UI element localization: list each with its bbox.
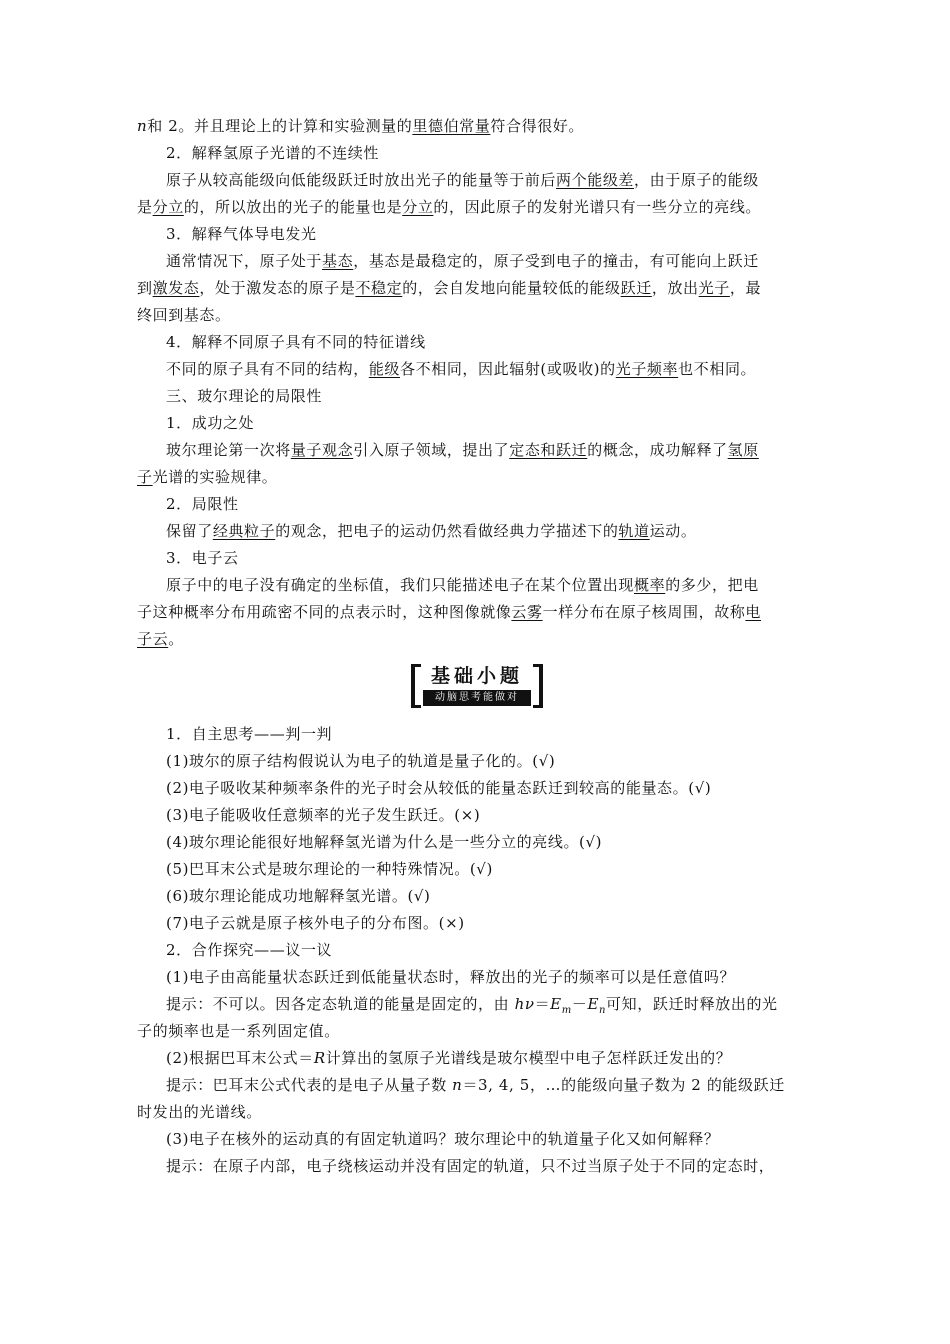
paragraph-line [137,116,817,143]
underlined-answer: 云雾 [511,603,543,621]
formula-sub-m: m [561,1005,572,1016]
subheading: 4．解释不同原子具有不同的特征谱线 [166,333,426,351]
text: (2)根据巴耳末公式＝ [166,1049,314,1067]
badge-title: 基础小题 [430,665,523,687]
paragraph-line [137,521,817,548]
formula-sub-n: n [599,1005,607,1016]
text: 原子从较高能级向低能级跃迁时放出光子的能量等于前后 [166,171,557,189]
paragraph-line [137,440,817,467]
text: 的概念，成功解释了 [587,441,728,459]
paragraph-line: 终回到基态。 [137,306,231,324]
discussion-question: (3)电子在核外的运动真的有固定轨道吗？玻尔理论中的轨道量子化又如何解释？ [166,1130,720,1148]
text: ，处于激发态的原子是 [199,279,356,297]
subheading: 3．解释气体导电发光 [166,225,317,243]
judgment-item: (7)电子云就是原子核外电子的分布图。(×) [166,914,465,932]
formula-h: h [514,995,525,1013]
paragraph-line [137,170,817,197]
underlined-answer: 能级 [368,360,401,378]
text: 子这种概率分布用疏密不同的点表示时，这种图像就像 [137,603,512,621]
text: ，放出 [651,279,699,297]
underlined-answer: 概率 [634,576,666,594]
underlined-answer: 光子频率 [615,360,679,378]
underlined-answer: 两个能级差 [556,171,635,189]
variable-n: n [137,117,148,135]
text: ，最 [729,279,762,297]
formula-e: E [550,995,562,1013]
text: 光谱的实验规律。 [152,468,278,486]
text: ＝3, 4, 5，…的能级向量子数为 2 的能级跃迁 [462,1076,785,1094]
paragraph-line [137,467,817,494]
paragraph-line [137,359,817,386]
underlined-answer: 量子观念 [290,441,354,459]
formula-minus: － [571,995,588,1013]
hint-line: 子的频率也是一系列固定值。 [137,1022,340,1040]
underlined-answer: 子云 [137,630,169,648]
text: ，基态是最稳定的，原子受到电子的撞击，有可能向上跃迁 [353,252,759,270]
underlined-answer: 轨道 [618,522,650,540]
hint-line: 时发出的光谱线。 [137,1103,262,1121]
text: ，由于原子的能级 [634,171,759,189]
paragraph-line [137,602,817,629]
text: 的，所以放出的光子的能量也是 [183,198,403,216]
underlined-answer: 不稳定 [355,279,403,297]
underlined-answer: 氢原 [727,441,759,459]
judgment-item: (4)玻尔理论能很好地解释氢光谱为什么是一些分立的亮线。(√) [166,833,603,851]
text: 计算出的氢原子光谱线是玻尔模型中电子怎样跃迁发出的？ [325,1049,732,1067]
badge-subtitle: 动脑思考能做对 [423,690,531,706]
document-page [137,116,817,1183]
formula-e: E [587,995,599,1013]
text: 一样分布在原子核周围，故称 [542,603,746,621]
hint-line [137,1075,817,1102]
subheading: 3．电子云 [166,549,239,567]
section-badge [411,664,543,708]
judgment-item: (6)玻尔理论能成功地解释氢光谱。(√) [166,887,431,905]
underlined-answer: 分立 [402,198,434,216]
judgment-item: (1)玻尔的原子结构假说认为电子的轨道是量子化的。(√) [166,752,556,770]
hint-line [137,994,817,1021]
text: 到 [137,279,153,297]
underlined-answer: 里德伯常量 [412,117,491,135]
text: 各不相同，因此辐射(或吸收)的 [400,360,616,378]
subheading: 2．解释氢原子光谱的不连续性 [166,144,379,162]
text: 的，会自发地向能量较低的能级 [402,279,621,297]
judgment-item: (5)巴耳末公式是玻尔理论的一种特殊情况。(√) [166,860,493,878]
question-heading: 2．合作探究——议一议 [166,941,333,959]
variable-n: n [452,1076,463,1094]
paragraph-line [137,278,817,305]
text: 的观念，把电子的运动仍然看做经典力学描述下的 [275,522,619,540]
formula-nu: ν [524,995,535,1013]
underlined-answer: 分立 [152,198,184,216]
subheading: 1．成功之处 [166,414,255,432]
underlined-answer: 光子 [698,279,730,297]
formula-r: R [313,1049,326,1067]
judgment-item: (2)电子吸收某种频率条件的光子时会从较低的能量态跃迁到较高的能量态。(√) [166,779,712,797]
text: 的多少，把电 [665,576,759,594]
question-heading: 1．自主思考——判一判 [166,725,333,743]
text: 通常情况下，原子处于 [166,252,323,270]
underlined-answer: 激发态 [152,279,200,297]
hint-line: 提示：在原子内部，电子绕核运动并没有固定的轨道，只不过当原子处于不同的定态时， [166,1157,775,1175]
paragraph-line [137,251,817,278]
text: 玻尔理论第一次将 [166,441,291,459]
section-badge-wrap [137,660,817,712]
text: 和 2。并且理论上的计算和实验测量的 [147,117,413,135]
text: 提示：不可以。因各定态轨道的能量是固定的，由 [166,995,515,1013]
text: 是 [137,198,153,216]
underlined-answer: 定态和跃迁 [509,441,588,459]
text: 原子中的电子没有确定的坐标值，我们只能描述电子在某个位置出现 [166,576,635,594]
underlined-answer: 跃迁 [620,279,652,297]
judgment-item: (3)电子能吸收任意频率的光子发生跃迁。(×) [166,806,481,824]
text: 提示：巴耳末公式代表的是电子从量子数 [166,1076,453,1094]
text: 运动。 [649,522,697,540]
subheading: 2．局限性 [166,495,239,513]
paragraph-line [137,629,817,656]
underlined-answer: 基态 [322,252,354,270]
text: 可知，跃迁时释放出的光 [606,995,778,1013]
underlined-answer: 子 [137,468,153,486]
discussion-question: (1)电子由高能量状态跃迁到低能量状态时，释放出的光子的频率可以是任意值吗？ [166,968,736,986]
underlined-answer: 电 [745,603,762,621]
paragraph-line [137,197,817,224]
section-heading: 三、玻尔理论的局限性 [166,387,323,405]
text: 不同的原子具有不同的结构， [166,360,369,378]
discussion-question [137,1048,817,1075]
text: 也不相同。 [678,360,757,378]
text: 。 [168,630,184,648]
text: 保留了 [166,522,213,540]
paragraph-line [137,575,817,602]
text: 引入原子领域，提出了 [353,441,510,459]
underlined-answer: 经典粒子 [212,522,276,540]
text: 符合得很好。 [490,117,585,135]
text: 的，因此原子的发射光谱只有一些分立的亮线。 [433,198,762,216]
formula-eq: ＝ [534,995,551,1013]
